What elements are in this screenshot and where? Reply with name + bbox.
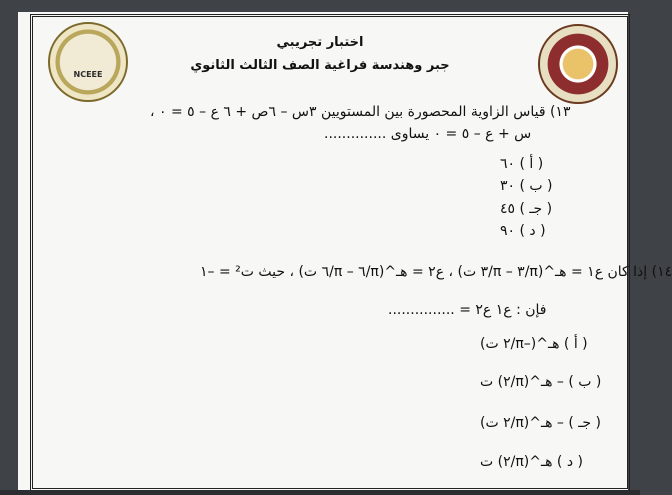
nceee-logo-text: NCEEE xyxy=(73,70,103,79)
question-13-option-c[interactable]: ( جـ ) ٤٥ xyxy=(500,201,553,217)
exam-title: اختبار تجريبي xyxy=(276,35,364,50)
question-14-line2: فإن : ع١ ع٢ = ............... xyxy=(388,302,547,318)
question-14-option-b[interactable]: ( ب ) – هـ^(π/٢) ت xyxy=(480,374,602,390)
question-13-option-d[interactable]: ( د ) ٩٠ xyxy=(500,223,546,239)
question-14-option-c[interactable]: ( جـ ) – هـ^(π/٢ ت) xyxy=(480,415,601,431)
window-bottom-shadow xyxy=(0,490,640,495)
question-13-line1: ١٣) قياس الزاوية المحصورة بين المستويين ٣س – ٦ص + ٦ ع – ٥ = ٠ ، xyxy=(150,104,571,120)
question-13-option-a[interactable]: ( أ ) ٦٠ xyxy=(500,156,544,172)
question-14-line1: ١٤) إذا كان ع١ = هـ^(π/٣ – π/٣ ت) ، ع٢ = هـ^(π/٦ – π/٦ ت) ، حيث ت² = –١ xyxy=(200,264,672,280)
question-13-line2: س + ع – ٥ = ٠ يساوى .............. xyxy=(324,126,532,142)
question-14-option-d[interactable]: ( د ) هـ^(π/٢) ت xyxy=(480,454,583,470)
question-14-option-a[interactable]: ( أ ) هـ^(–π/٢ ت) xyxy=(480,336,588,352)
question-13-option-b[interactable]: ( ب ) ٣٠ xyxy=(500,178,553,194)
subject-title: جبر وهندسة فراغية الصف الثالث الثانوي xyxy=(190,58,450,73)
